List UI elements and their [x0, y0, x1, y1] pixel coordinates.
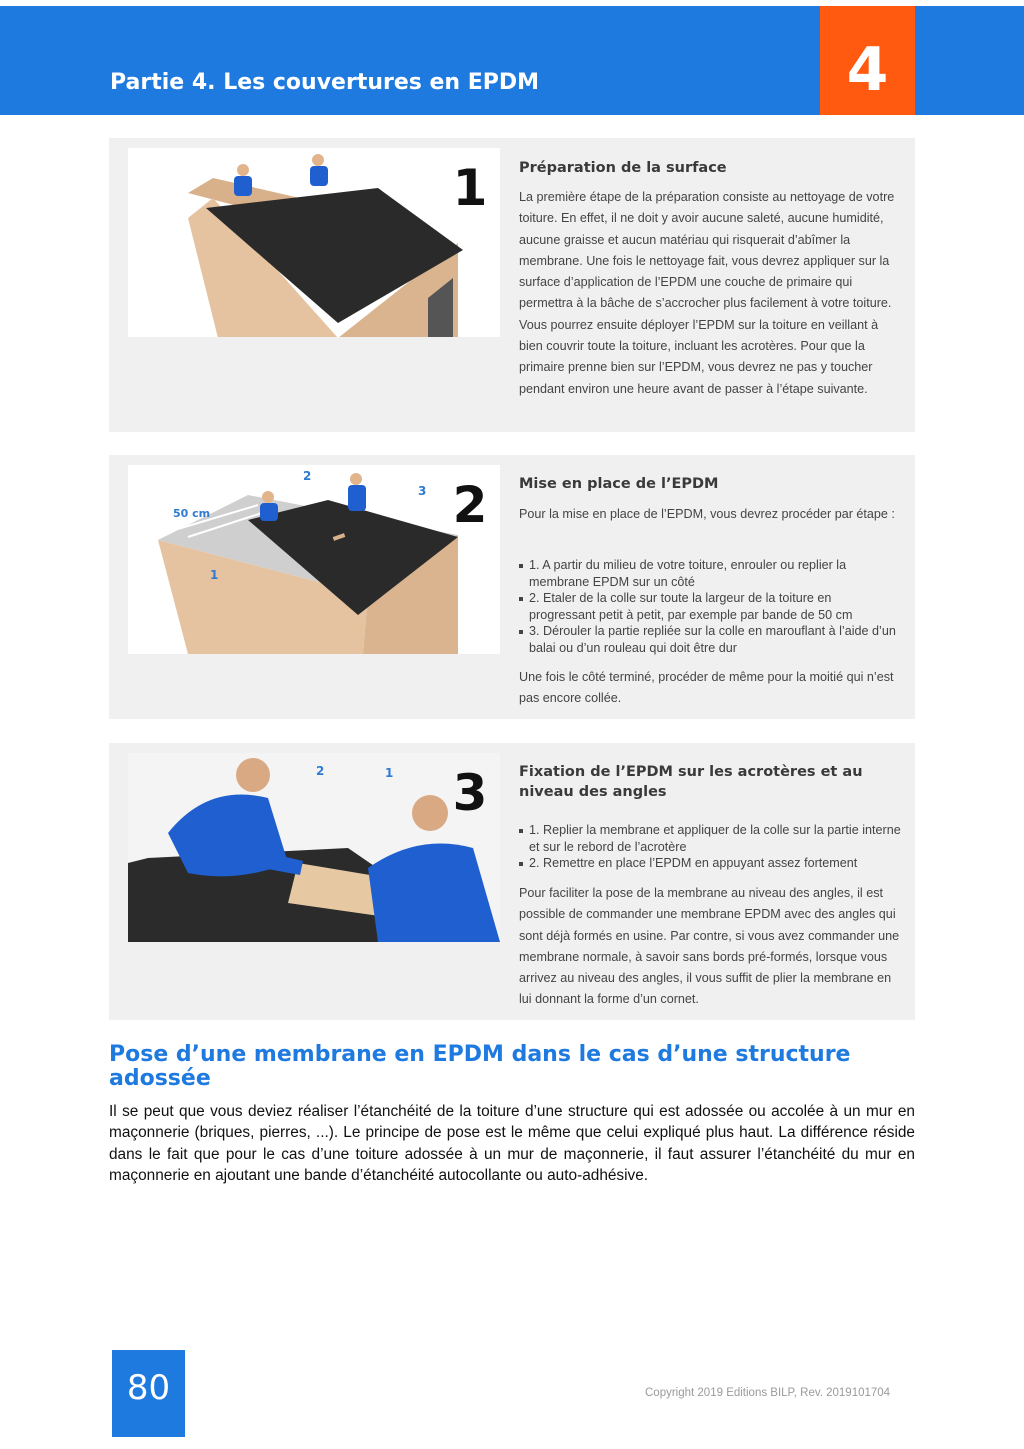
step-number-1: 1 — [452, 159, 488, 217]
section-body: Il se peut que vous deviez réaliser l’étanchéité de la toiture d’une structure qui est adossée ou accolée à un mur en maçonnerie (briques, pierres, ...). Le principe de pose est le même que celui expliqué plus haut. La différence réside dans le fait que pour le cas d’une toiture adossée à un mur de maçonnerie, il faut assurer l’étanchéité du mur en maçonnerie en ajoutant une bande d’étanchéité autocollante ou auto-adhésive. — [109, 1103, 915, 1184]
image-label-2: 2 — [316, 764, 325, 778]
list-item: 1. Replier la membrane et appliquer de la colle sur la partie interne et sur le rebord de l’acrotère — [519, 822, 901, 855]
step-description-1: La première étape de la préparation consiste au nettoyage de votre toiture. En effet, il ne doit y avoir aucune saleté, aucune humidité, aucune graisse et aucun matériau qui risquerait d’abîmer la membrane. Une fois le nettoyage fait, vous devrez appliquer sur la surface d’application de l’EPDM une couche de primaire qui permettra à la bâche de s’accrocher plus facilement à votre toiture. Vous pourrez ensuite déployer l’EPDM sur la toiture en veillant à bien couvrir toute la toiture, incluant les acrotères. Pour que la primaire prenne bien sur l’EPDM, vous devrez ne pas y toucher pendant environ une heure avant de passer à l’étape suivante. — [519, 190, 895, 396]
image-label-3: 3 — [418, 484, 427, 498]
copyright-notice: Copyright 2019 Editions BILP, Rev. 2019101704 — [645, 1387, 891, 1399]
step-outro-2: Une fois le côté terminé, procéder de même pour la moitié qui n’est pas encore collée. — [519, 670, 894, 706]
image-label-1: 1 — [385, 766, 394, 780]
chapter-badge — [820, 6, 915, 115]
list-item: 1. A partir du milieu de votre toiture, enrouler ou replier la membrane EPDM sur un côté — [519, 557, 901, 590]
page-number-badge — [112, 1350, 185, 1437]
chapter-number: 4 — [846, 35, 889, 105]
page-title: Partie 4. Les couvertures en EPDM — [110, 70, 540, 95]
step-intro-2: Pour la mise en place de l’EPDM, vous devrez procéder par étape : — [519, 507, 895, 521]
image-label-50cm: 50 cm — [173, 507, 211, 520]
step-number-3: 3 — [452, 764, 488, 822]
list-item: 3. Dérouler la partie repliée sur la colle en marouflant à l’aide d’un balai ou d’un rouleau qui doit être dur — [519, 623, 901, 656]
step-list-3 — [519, 822, 901, 872]
image-label-1: 1 — [210, 568, 219, 582]
step-title-2: Mise en place de l’EPDM — [519, 476, 719, 492]
step-list-2 — [519, 557, 901, 657]
page-number: 80 — [126, 1368, 171, 1408]
step-outro-3: Pour faciliter la pose de la membrane au niveau des angles, il est possible de commander une membrane EPDM avec des angles qui sont déjà formés en usine. Par contre, si vous avez commander une membrane normale, à savoir sans bords pré-formés, lorsque vous arrivez au niveau des angles, il vous suffit de plier la membrane en lui donnant la forme d’un cornet. — [519, 886, 900, 1007]
list-item: 2. Etaler de la colle sur toute la largeur de la toiture en progressant petit à petit, par exemple par bande de 50 cm — [519, 590, 901, 623]
list-item: 2. Remettre en place l’EPDM en appuyant assez fortement — [519, 855, 901, 872]
section-heading: Pose d’une membrane en EPDM dans le cas d’une structure adossée — [109, 1042, 851, 1091]
step-number-2: 2 — [452, 476, 488, 534]
image-label-2: 2 — [303, 469, 312, 483]
step-title-3: Fixation de l’EPDM sur les acrotères et au niveau des angles — [519, 764, 863, 800]
step-title-1: Préparation de la surface — [519, 160, 727, 176]
